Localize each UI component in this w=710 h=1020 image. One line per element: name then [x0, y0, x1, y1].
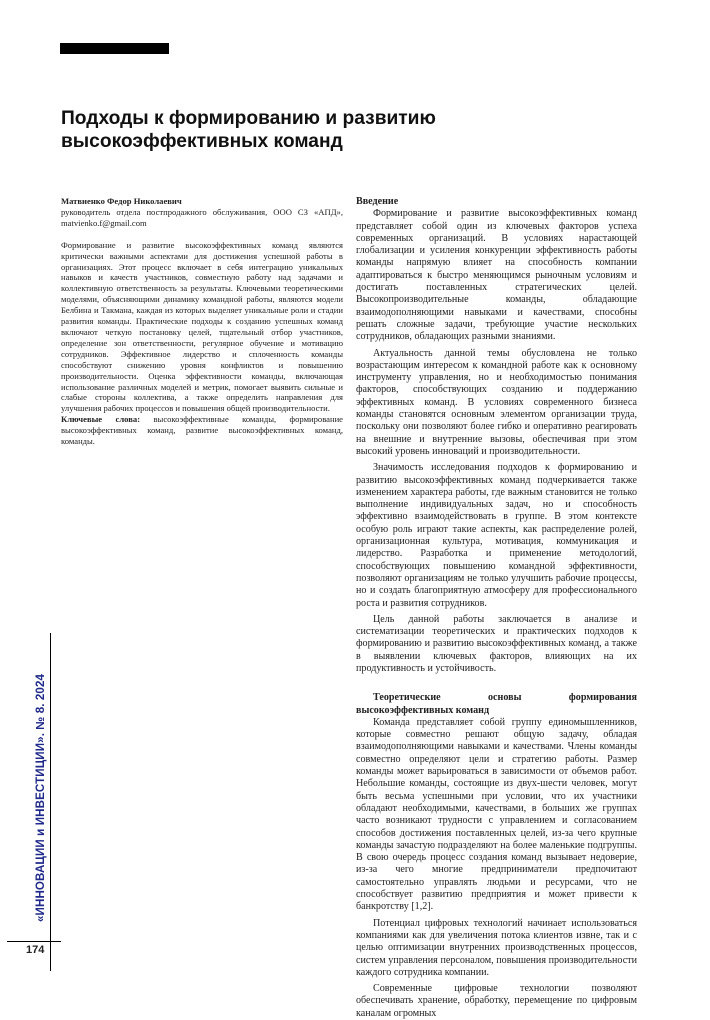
paragraph: Современные цифровые технологии позволяют обеспечивать хранение, обработку, перемещение по цифровым каналам огромных	[356, 983, 637, 1019]
paragraph: Актуальность данной темы обусловлена не только возрастающим интересом к командной работе как к основному инструменту управления, но и необходимостью понимания факторов, способствующих созданию и поддержанию эффективных команд. В условиях современного бизнеса команды становятся основным элементом организации труда, поскольку они позволяют более гибко и оперативно реагировать на внешние и внутренние вызовы, обеспечивая при этом высокий уровень инноваций и производительности.	[356, 347, 637, 457]
left-column	[61, 196, 343, 447]
paragraph: Команда представляет собой группу единомышленников, которые совместно решают общую задачу, обладая взаимодополняющими навыками и качествами. Члены команды совместно определяют цели и стратегию работы. Размер команды может варьироваться в зависимости от объемов работ. Небольшие команды, состоящие из двух-шести человек, могут быть весьма успешными при условии, что их участники обладают необходимыми, качествами, в больших же группах часто возникают трудности с управлением и согласованием способов достижения поставленных целей, из-за чего крупные команды зачастую подразделяют на более маленькие подгруппы. В свою очередь процесс создания команд вызывает недоверие, из-за чего многие предприниматели предпочитают самостоятельно управлять людьми и ресурсами, что не способствует развитию предприятия и может привести к банкротству [1,2].	[356, 716, 637, 913]
author-name: Матвиенко Федор Николаевич	[61, 196, 182, 206]
journal-running-title: «ИННОВАЦИИ и ИНВЕСТИЦИИ». № 8. 2024	[34, 673, 47, 922]
paragraph: Потенциал цифровых технологий начинает использоваться компаниями как для увеличения потока клиентов извне, так и с целью оптимизации внутренних производственных процессов, систем управления персоналом, повышения производительности каждого сотрудника компании.	[356, 917, 637, 978]
abstract: Формирование и развитие высокоэффективных команд являются критически важными аспектами для достижения успешной работы в организациях. Этот процесс включает в себя интеграцию уникальных навыков и качеств участников, совместную работу над задачами и коллективную ответственность за результаты. Ключевыми теоретическими моделями, объясняющими динамику командной работы, являются модели Белбина и Такмана, каждая из которых выделяет уникальные роли и стадии развития команды. Практические подходы к созданию успешных команд включают четкую постановку целей, тщательный отбор участников, определение зон ответственности, регулярное обучение и мотивацию сотрудников. Эффективное лидерство и сплоченность команды способствуют снижению уровня конфликтов и повышению производительности. Оценка эффективности команды, включающая использование различных моделей и метрик, помогает выявить сильные и слабые стороны коллектива, а также определить направления для улучшения рабочих процессов и повышения общей производительности.	[61, 239, 343, 414]
keywords	[61, 414, 343, 447]
spacer	[61, 229, 343, 240]
page-number-rule	[7, 941, 61, 942]
article-title: Подходы к формированию и развитию высокоэффективных команд	[61, 108, 436, 152]
right-column	[356, 196, 637, 1020]
margin-vertical-rule	[50, 633, 51, 971]
section-gap	[356, 675, 637, 692]
paragraph: Формирование и развитие высокоэффективных команд представляет собой один из ключевых факторов успеха современных организаций. В условиях нарастающей глобализации и усиления конкуренции эффективность работы команды напрямую влияет на способность компании адаптироваться к быстро меняющимся рыночным условиям и достигать поставленных стратегических целей. Высокопроизводительные команды, обладающие взаимодополняющими навыками и качествами, способны решать сложные задачи, требующие участие нескольких сотрудников, обладающих разными знаниями.	[356, 208, 637, 343]
paragraph: Цель данной работы заключается в анализе и систематизации теоретических и практических подходов к формированию и развитию высокоэффективных команд, а также в выявлении ключевых факторов, влияющих на их продуктивность и устойчивость.	[356, 613, 637, 674]
paragraph: Значимость исследования подходов к формированию и развитию высокоэффективных команд подчеркивается также изменением характера работы, где важным становится не только выполнение индивидуальных задач, но и способность эффективно взаимодействовать в группе. В этом контексте особую роль играют такие аспекты, как распределение ролей, организационная культура, мотивация, коммуникация и лидерство. Разработка и применение методологий, способствующих повышению командной эффективности, позволяют организациям не только улучшить рабочие процессы, но и создать благоприятную атмосферу для профессионального роста и развития сотрудников.	[356, 462, 637, 609]
keywords-text: высокоэффективные команды, формирование высокоэффективных команд, развитие высокоэффективных команд, команды.	[61, 414, 343, 447]
section-heading-theory: Теоретические основы формирования высокоэффективных команд	[356, 692, 637, 716]
section-heading-introduction: Введение	[356, 196, 399, 207]
header-decor-bar	[60, 43, 169, 54]
page-number: 174	[26, 944, 45, 956]
keywords-label: Ключевые слова:	[61, 414, 141, 425]
author-position: руководитель отдела постпродажного обслуживания, ООО СЗ «АПД», matvienko.f@gmail.com	[61, 206, 343, 228]
